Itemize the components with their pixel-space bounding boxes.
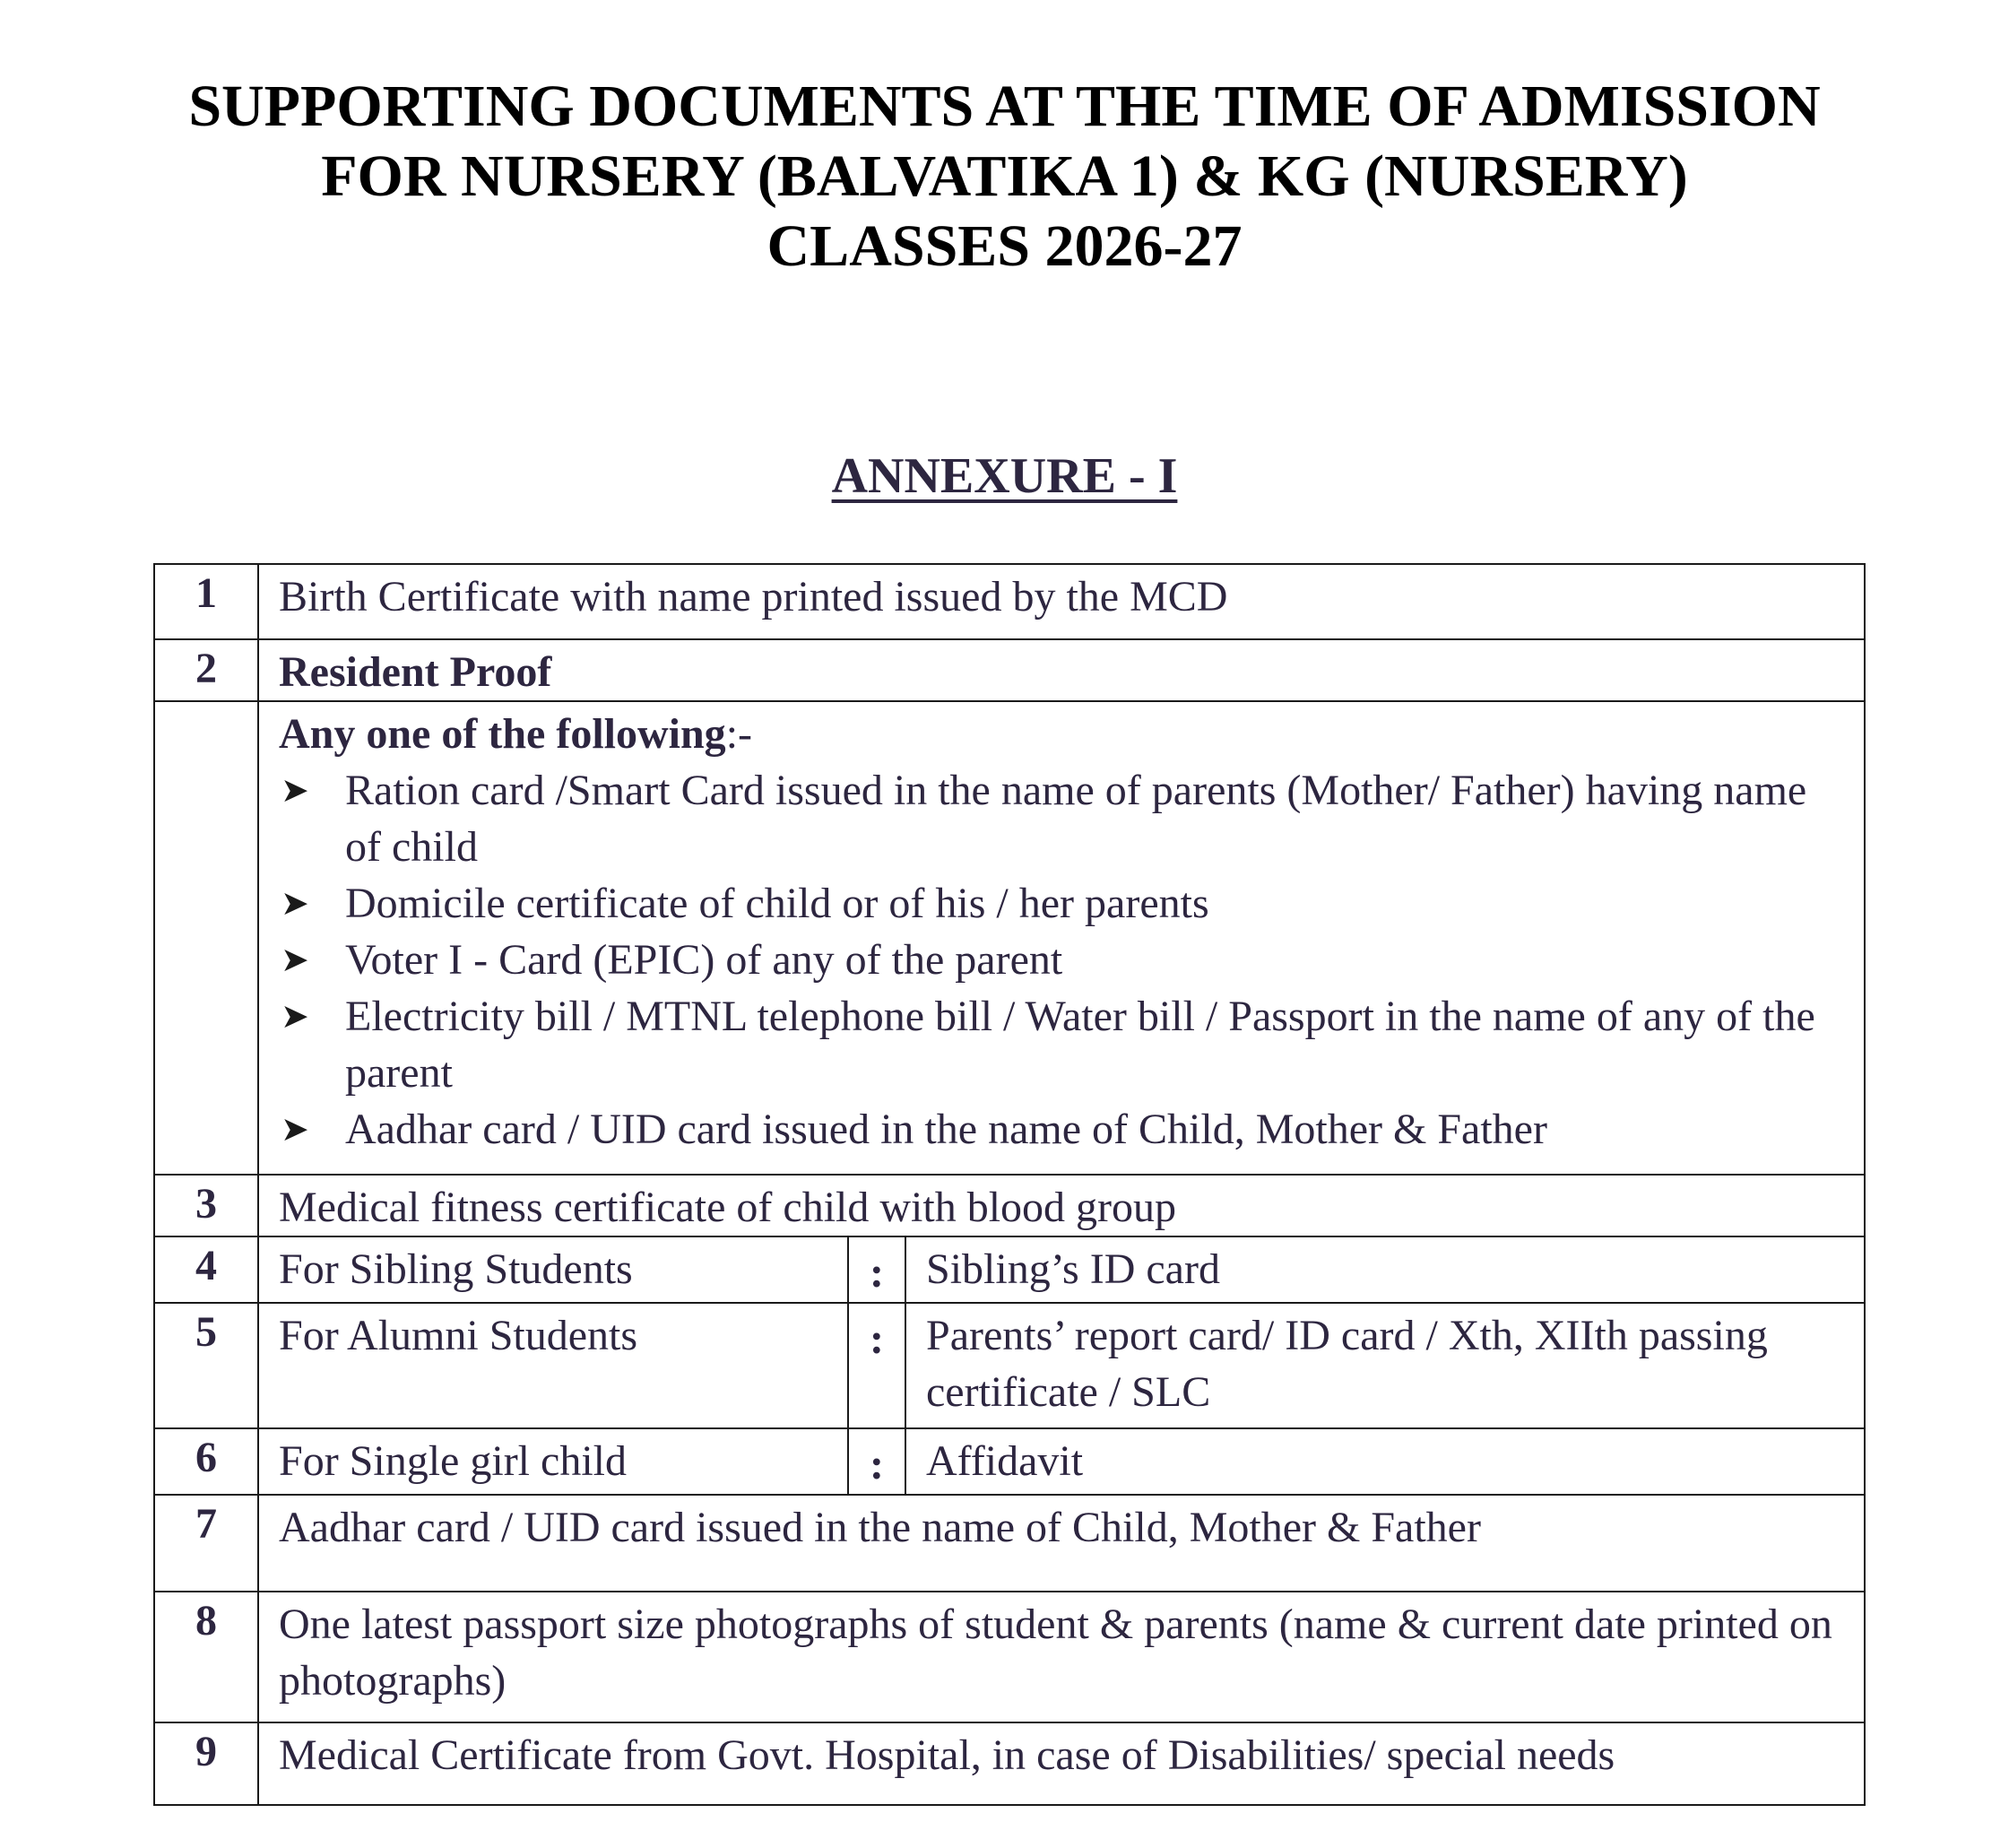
options-lead-bold: Any one of the following: [279, 710, 726, 758]
list-item: [279, 762, 1844, 875]
row-number: 3: [154, 1175, 258, 1236]
row-document: Parents’ report card/ ID card / Xth, XIIth passing certificate / SLC: [905, 1303, 1865, 1428]
list-item: [279, 932, 1844, 988]
list-item-text: Voter I - Card (EPIC) of any of the parent: [345, 936, 1063, 984]
row-text: Resident Proof: [258, 639, 1865, 701]
list-item-text: Domicile certificate of child or of his / her parents: [345, 880, 1209, 927]
resident-proof-options: [258, 701, 1865, 1175]
title-line-2: FOR NURSERY (BALVATIKA 1) & KG (NURSERY): [321, 143, 1688, 209]
row-number: 4: [154, 1236, 258, 1303]
list-item: [279, 988, 1844, 1101]
list-item-text: Ration card /Smart Card issued in the name of parents (Mother/ Father) having name of child: [345, 767, 1807, 871]
arrowhead-bullet-icon: ➤: [281, 996, 309, 1036]
row-number: 9: [154, 1722, 258, 1805]
list-item: [279, 875, 1844, 932]
arrowhead-bullet-icon: ➤: [281, 1109, 309, 1149]
title-line-3: CLASSES 2026-27: [766, 213, 1243, 279]
row-text: One latest passport size photographs of student & parents (name & current date printed on photographs): [258, 1592, 1865, 1722]
row-number: 1: [154, 564, 258, 639]
list-item: [279, 1101, 1844, 1158]
table-row: [154, 1592, 1865, 1722]
row-category: For Single girl child: [258, 1428, 848, 1495]
arrowhead-bullet-icon: ➤: [281, 883, 309, 923]
list-item-text: Aadhar card / UID card issued in the name of Child, Mother & Father: [345, 1106, 1547, 1153]
row-number: 7: [154, 1495, 258, 1592]
options-lead-rest: :-: [725, 710, 753, 758]
options-lead: [279, 706, 1844, 762]
arrowhead-bullet-icon: ➤: [281, 770, 309, 810]
table-row: [154, 701, 1865, 1175]
document-title: [0, 72, 2009, 282]
annexure-heading: [0, 447, 2009, 506]
list-item-text: Electricity bill / MTNL telephone bill / Water bill / Passport in the name of any of the parent: [345, 993, 1815, 1097]
table-row: [154, 1303, 1865, 1428]
row-category: For Sibling Students: [258, 1236, 848, 1303]
row-number: 2: [154, 639, 258, 701]
row-number: 8: [154, 1592, 258, 1722]
table-row: [154, 1428, 1865, 1495]
row-colon: :: [848, 1236, 905, 1303]
row-text: Medical Certificate from Govt. Hospital, in case of Disabilities/ special needs: [258, 1722, 1865, 1805]
row-colon: :: [848, 1303, 905, 1428]
documents-table: [153, 563, 1866, 1806]
row-text: Medical fitness certificate of child with blood group: [258, 1175, 1865, 1236]
annexure-label: ANNEXURE - I: [831, 448, 1178, 504]
table-row: [154, 1495, 1865, 1592]
table-row: [154, 1722, 1865, 1805]
table-row: [154, 639, 1865, 701]
row-document: Sibling’s ID card: [905, 1236, 1865, 1303]
row-category: For Alumni Students: [258, 1303, 848, 1428]
row-number-empty: [154, 701, 258, 1175]
table-row: [154, 564, 1865, 639]
arrowhead-bullet-icon: ➤: [281, 940, 309, 979]
row-colon: :: [848, 1428, 905, 1495]
row-text: Birth Certificate with name printed issued by the MCD: [258, 564, 1865, 639]
table-row: [154, 1236, 1865, 1303]
title-line-1: SUPPORTING DOCUMENTS AT THE TIME OF ADMISSION: [188, 74, 1821, 139]
row-number: 5: [154, 1303, 258, 1428]
options-list: [279, 762, 1844, 1174]
row-text: Aadhar card / UID card issued in the name of Child, Mother & Father: [258, 1495, 1865, 1592]
row-document: Affidavit: [905, 1428, 1865, 1495]
table-row: [154, 1175, 1865, 1236]
row-number: 6: [154, 1428, 258, 1495]
